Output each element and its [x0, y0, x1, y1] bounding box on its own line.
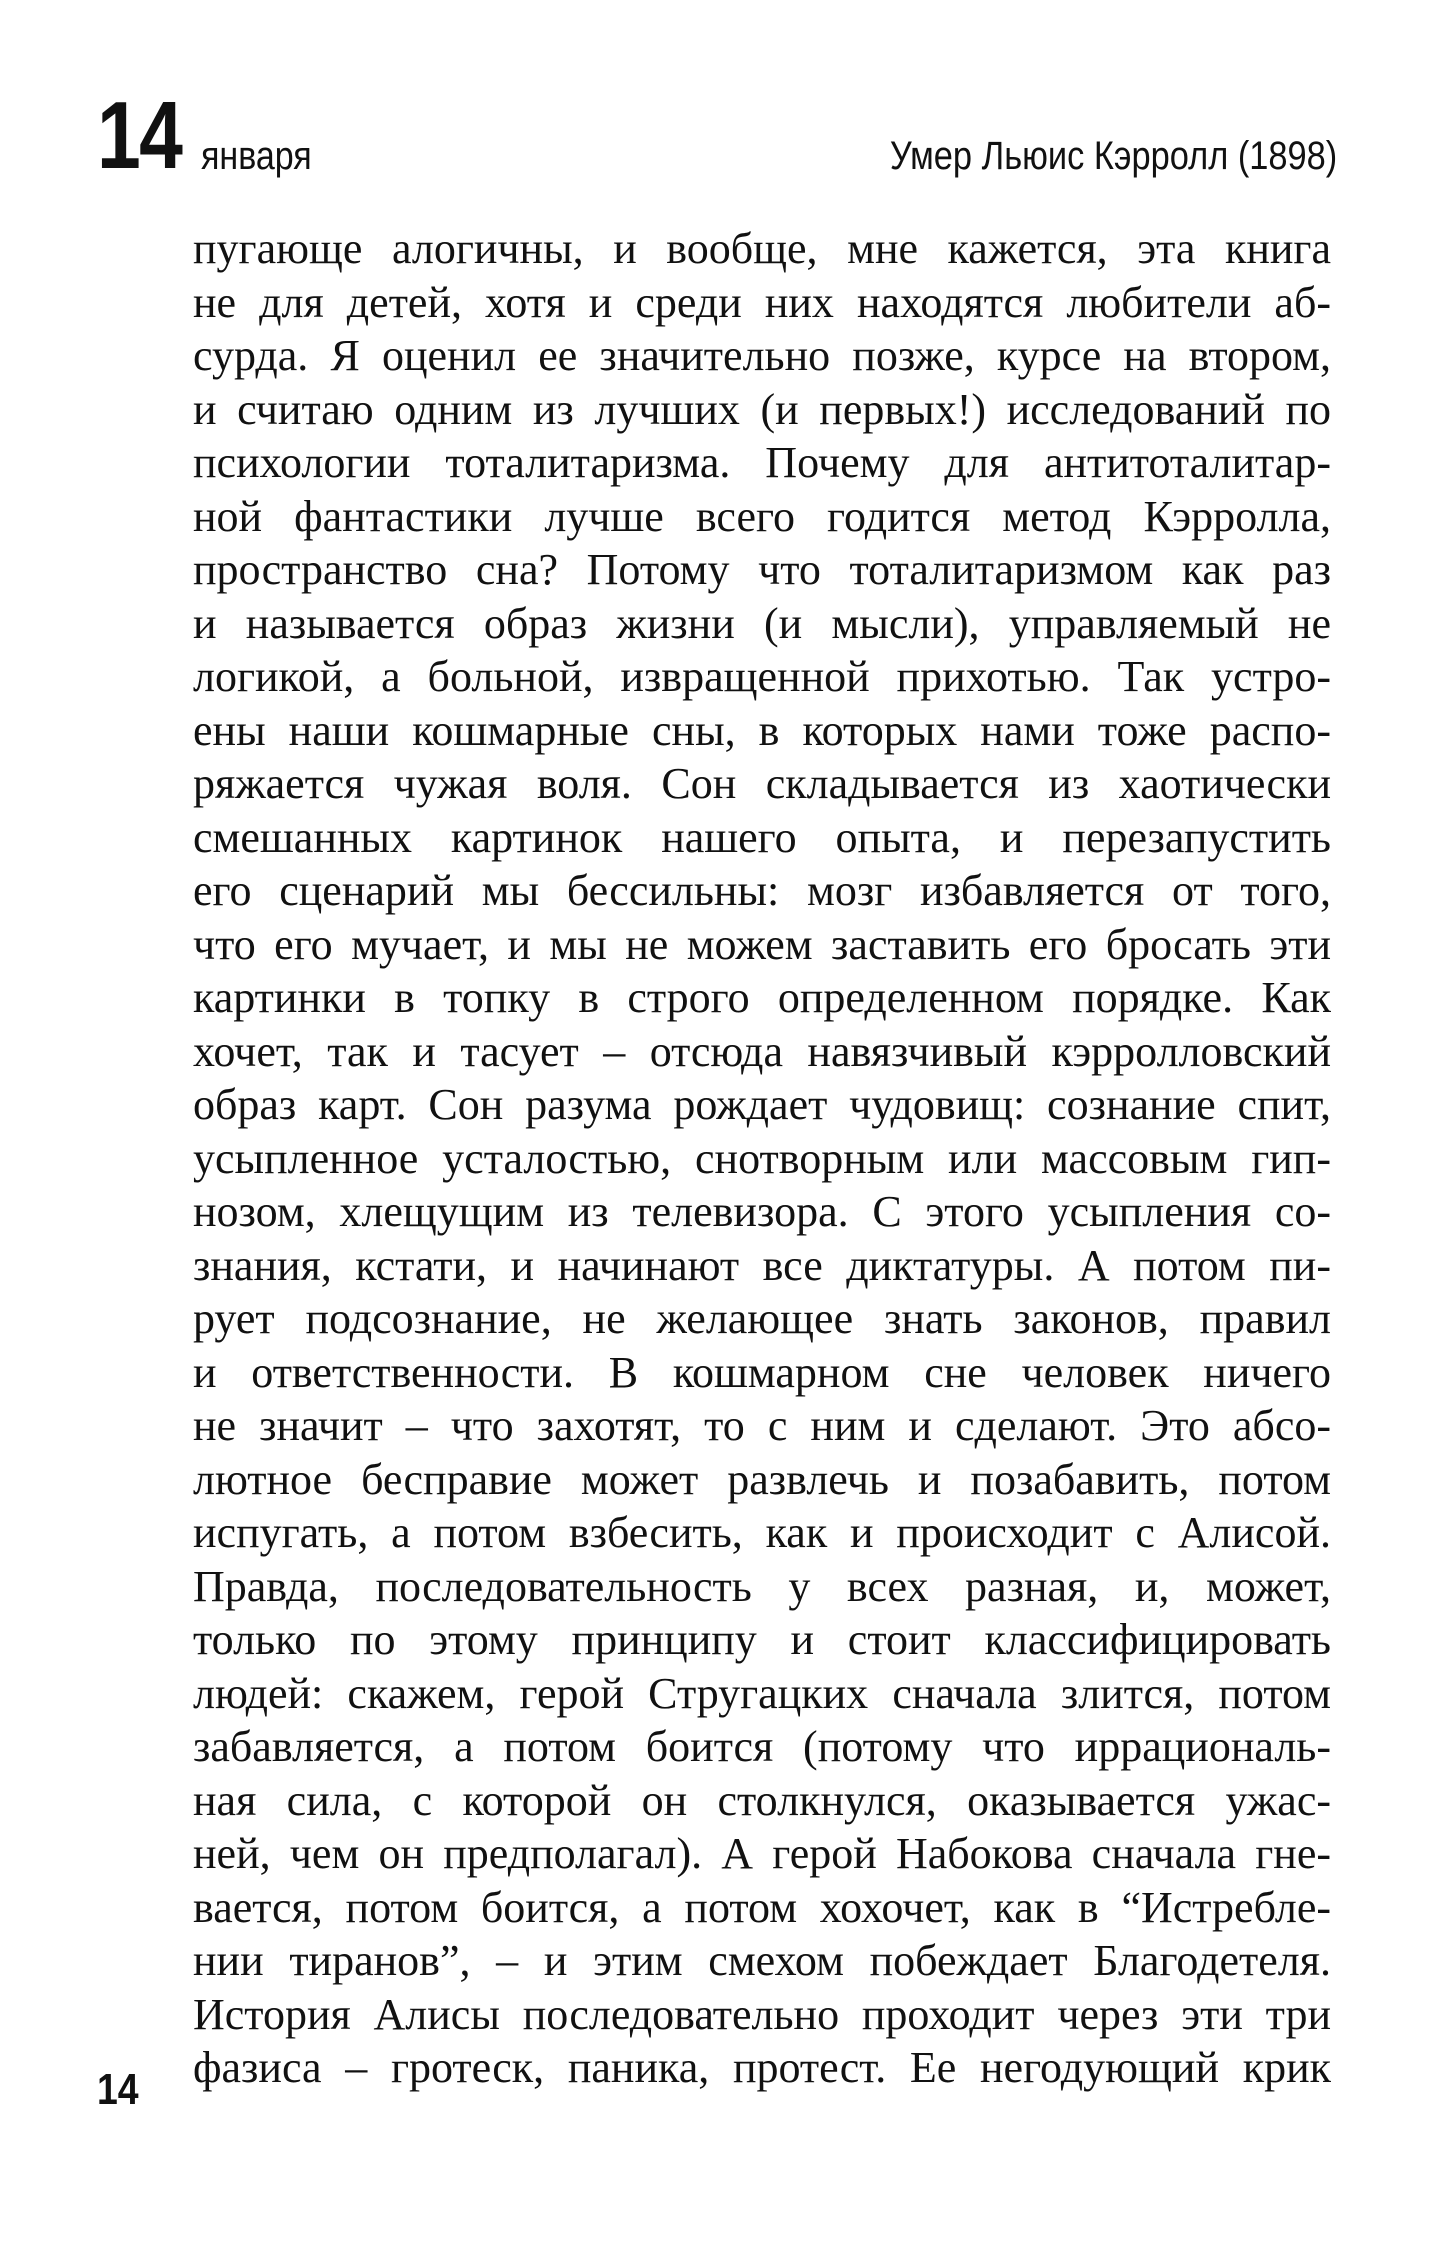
text-line: Правда, последовательность у всех разная, и, может,: [193, 1561, 1331, 1611]
text-line: и считаю одним из лучших (и первых!) исследований по: [193, 384, 1331, 434]
text-line: только по этому принципу и стоит классифицировать: [193, 1615, 1331, 1664]
text-line: знания, кстати, и начинают все диктатуры. А потом пи-: [193, 1240, 1331, 1290]
running-header: [97, 82, 1337, 189]
page-number: 14: [97, 2065, 139, 2114]
text-line: вается, потом боится, а потом хохочет, как в “Истребле-: [193, 1882, 1331, 1932]
text-line: пугающе алогичны, и вообще, мне кажется, эта книга: [193, 224, 1331, 273]
text-line: забавляется, а потом боится (потому что иррациональ-: [193, 1722, 1331, 1771]
text-line: История Алисы последовательно проходит через эти три: [193, 1989, 1331, 2039]
text-line: хочет, так и тасует – отсюда навязчивый кэрролловский: [193, 1026, 1331, 1076]
text-line: не значит – что захотят, то с ним и сделают. Это абсо-: [193, 1401, 1331, 1450]
text-line: ней, чем он предполагал). А герой Набокова сначала гне-: [193, 1829, 1331, 1878]
text-line: фазиса – гротеск, паника, протест. Ее негодующий крик: [193, 2043, 1331, 2092]
text-line: его сценарий мы бессильны: мозг избавляется от того,: [193, 866, 1331, 915]
text-line: нии тиранов”, – и этим смехом побеждает Благодетеля.: [193, 1936, 1331, 1985]
text-line: образ карт. Сон разума рождает чудовищ: сознание спит,: [193, 1080, 1331, 1129]
text-line: психологии тоталитаризма. Почему для антитоталитар-: [193, 438, 1331, 487]
text-line: смешанных картинок нашего опыта, и перезапустить: [193, 812, 1331, 862]
text-line: картинки в топку в строго определенном порядке. Как: [193, 973, 1331, 1022]
text-line: лютное бесправие может развлечь и позабавить, потом: [193, 1454, 1331, 1504]
text-line: не для детей, хотя и среди них находятся любители аб-: [193, 277, 1331, 327]
text-line: и ответственности. В кошмарном сне человек ничего: [193, 1347, 1331, 1397]
event-caption: Умер Льюис Кэрролл (1898): [889, 134, 1337, 178]
text-line: усыпленное усталостью, снотворным или массовым гип-: [193, 1133, 1331, 1183]
text-line: людей: скажем, герой Стругацких сначала злится, потом: [193, 1668, 1331, 1718]
text-line: ряжается чужая воля. Сон складывается из хаотически: [193, 759, 1331, 808]
day-number: 14: [97, 82, 182, 189]
body-text: [193, 222, 1331, 2095]
text-line: пространство сна? Потому что тоталитаризмом как раз: [193, 545, 1331, 594]
month-label: января: [201, 134, 312, 178]
text-line: ной фантастики лучше всего годится метод Кэрролла,: [193, 491, 1331, 541]
text-line: что его мучает, и мы не можем заставить его бросать эти: [193, 919, 1331, 969]
text-line: логикой, а больной, извращенной прихотью. Так устро-: [193, 652, 1331, 701]
text-line: сурда. Я оценил ее значительно позже, курсе на втором,: [193, 331, 1331, 380]
text-line: испугать, а потом взбесить, как и происходит с Алисой.: [193, 1508, 1331, 1557]
text-line: ены наши кошмарные сны, в которых нами тоже распо-: [193, 705, 1331, 755]
text-line: и называется образ жизни (и мысли), управляемый не: [193, 598, 1331, 648]
text-line: ная сила, с которой он столкнулся, оказывается ужас-: [193, 1775, 1331, 1825]
text-line: нозом, хлещущим из телевизора. С этого усыпления со-: [193, 1187, 1331, 1236]
text-line: рует подсознание, не желающее знать законов, правил: [193, 1294, 1331, 1343]
